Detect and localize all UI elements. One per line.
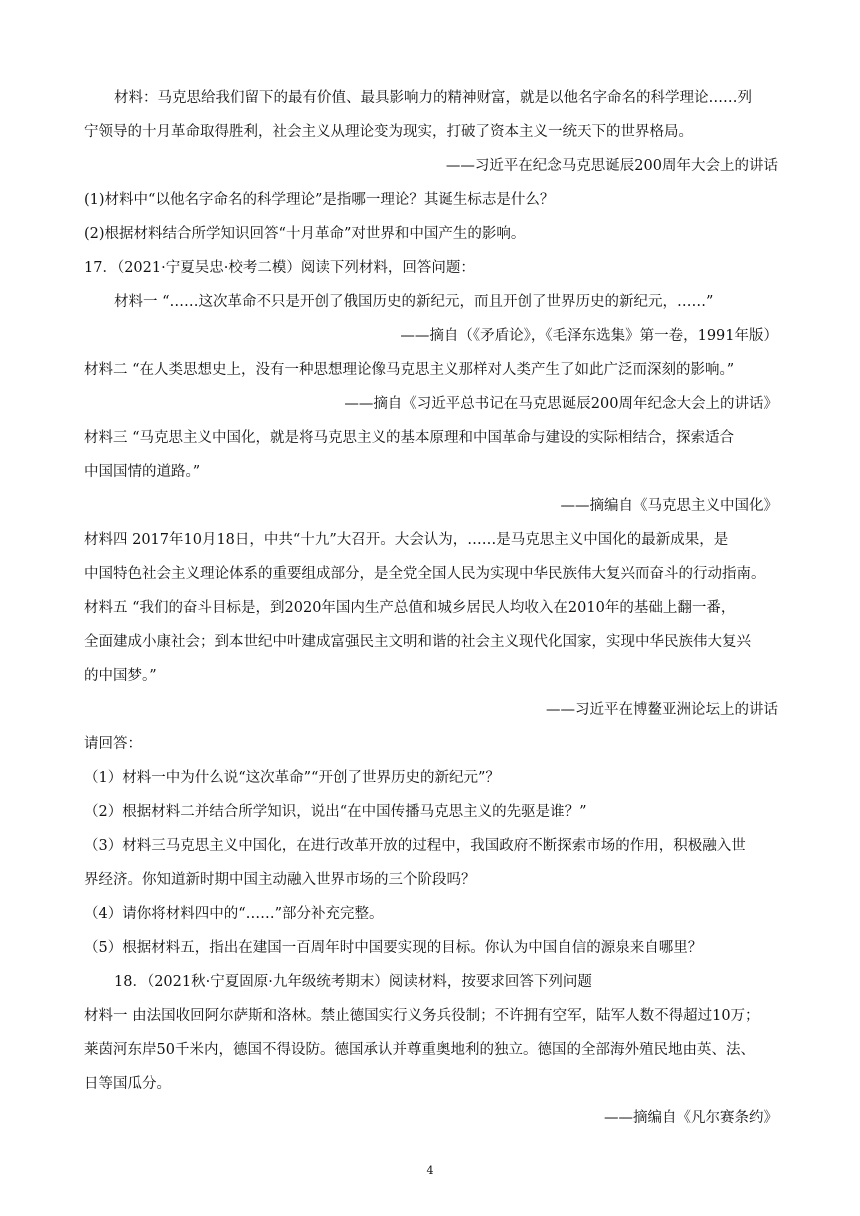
question-17-header: 17．（2021·宁夏吴忠·校考二模）阅读下列材料，回答问题： <box>84 260 475 276</box>
material-18-1-line-3: 日等国瓜分。 <box>84 1076 171 1092</box>
question-17-4: （4）请你将材料四中的“……”部分补充完整。 <box>84 906 384 922</box>
material-18-1-line-2: 莱茵河东岸50千米内，德国不得设防。德国承认并尊重奥地利的独立。德国的全部海外殖民地由英、法、 <box>84 1042 755 1058</box>
material-5-line-3: 的中国梦。” <box>84 668 157 684</box>
question-17-5: （5）根据材料五，指出在建国一百周年时中国要实现的目标。你认为中国自信的源泉来自哪里？ <box>84 940 703 956</box>
material-2: 材料二 “在人类思想史上，没有一种思想理论像马克思主义那样对人类产生了如此广泛而深刻的影响。” <box>84 362 735 378</box>
question-17-1: （1）材料一中为什么说“这次革命”“开创了世界历史的新纪元”？ <box>84 770 500 786</box>
source-attribution: ——摘自（《矛盾论》，《毛泽东选集》第一卷，1991年版） <box>400 328 778 344</box>
page-number: 4 <box>426 1164 434 1177</box>
question-17-3-line-2: 界经济。你知道新时期中国主动融入世界市场的三个阶段吗？ <box>84 872 476 888</box>
material-intro-line-1: 材料：马克思给我们留下的最有价值、最具影响力的精神财富，就是以他名字命名的科学理论……列 <box>114 90 752 106</box>
source-attribution: ——摘编自《马克思主义中国化》 <box>560 498 778 514</box>
source-attribution: ——摘编自《凡尔赛条约》 <box>604 1110 778 1126</box>
question-17-3-line-1: （3）材料三马克思主义中国化，在进行改革开放的过程中，我国政府不断探索市场的作用，积极融入世 <box>84 838 746 854</box>
material-1: 材料一 “……这次革命不只是开创了俄国历史的新纪元，而且开创了世界历史的新纪元，……” <box>114 294 714 310</box>
material-3-line-2: 中国国情的道路。” <box>84 464 201 480</box>
question-16-1: (1)材料中“以他名字命名的科学理论”是指哪一理论？其诞生标志是什么？ <box>84 192 555 208</box>
source-attribution: ——习近平在纪念马克思诞辰200周年大会上的讲话 <box>445 158 778 174</box>
source-attribution: ——习近平在博鳌亚洲论坛上的讲话 <box>546 702 778 718</box>
material-5-line-2: 全面建成小康社会；到本世纪中叶建成富强民主文明和谐的社会主义现代化国家，实现中华民族伟大复兴 <box>84 634 751 650</box>
question-18-header: 18．（2021秋·宁夏固原·九年级统考期末）阅读材料，按要求回答下列问题 <box>114 974 592 990</box>
material-18-1-line-1: 材料一 由法国收回阿尔萨斯和洛林。禁止德国实行义务兵役制；不许拥有空军，陆军人数不得超过10万； <box>84 1008 760 1024</box>
answer-prompt: 请回答： <box>84 736 142 752</box>
material-4-line-2: 中国特色社会主义理论体系的重要组成部分，是全党全国人民为实现中华民族伟大复兴而奋斗的行动指南。 <box>84 566 766 582</box>
material-3-line-1: 材料三 “马克思主义中国化，就是将马克思主义的基本原理和中国革命与建设的实际相结合，探索适合 <box>84 430 735 446</box>
question-17-2: （2）根据材料二并结合所学知识，说出“在中国传播马克思主义的先驱是谁？” <box>84 804 587 820</box>
source-attribution: ——摘自《习近平总书记在马克思诞辰200周年纪念大会上的讲话》 <box>344 396 778 412</box>
material-intro-line-2: 宁领导的十月革命取得胜利，社会主义从理论变为现实，打破了资本主义一统天下的世界格局。 <box>84 124 693 140</box>
question-16-2: (2)根据材料结合所学知识回答“十月革命”对世界和中国产生的影响。 <box>84 226 526 242</box>
material-4-line-1: 材料四 2017年10月18日，中共“十九”大召开。大会认为，……是马克思主义中国化的最新成果，是 <box>84 532 729 548</box>
material-5-line-1: 材料五 “我们的奋斗目标是，到2020年国内生产总值和城乡居民人均收入在2010年的基础上翻一番， <box>84 600 736 616</box>
